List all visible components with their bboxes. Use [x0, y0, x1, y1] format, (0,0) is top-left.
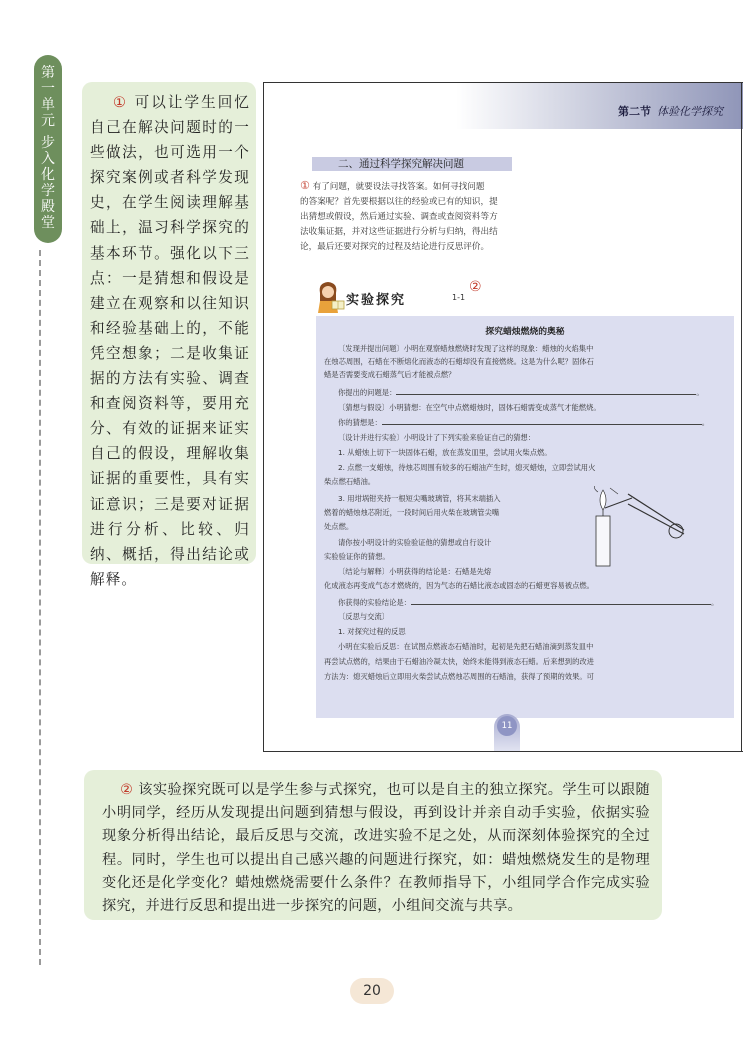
- unit-tab-char: 堂: [41, 215, 55, 231]
- experiment-line: 你提出的问题是： 。: [338, 388, 704, 397]
- note-text: 可以让学生回忆自己在解决问题时的一些做法，也可选用一个探究案例或者科学发现史，在学生阅读理解基础上，温习科学探究的基本环节。强化以下三点：一是猜想和假设是建立在观察和以往知识和经验基础上的，不能凭空想象；二是收集证据的方法有实验、调查和查阅资料等，要用充分、有效的证据来证实自己的假设，理解收集证据的重要性，具有实证意识；三是要对证据进行分析、比较、归纳、概括，得出结论或解释。: [90, 94, 250, 588]
- experiment-line: 柴点燃石蜡油。: [324, 477, 376, 486]
- explore-number: 1-1: [452, 293, 466, 302]
- note-text: 该实验探究既可以是学生参与式探究，也可以是自主的独立探究。学生可以跟随小明同学，经历从发现提出问题到猜想与假设，再到设计并亲自动手实验，依据实验现象分析得出结论，最后反思与交流，改进实验不足之处，从而深刻体验探究的全过程。同时，学生也可以提出自己感兴趣的问题进行探究，如：蜡烛燃烧发生的是物理变化还是化学变化？蜡烛燃烧需要什么条件？在教师指导下，小组同学合作完成实验探究，并进行反思和提出进一步探究的问题，小组间交流与共享。: [102, 782, 650, 915]
- experiment-line: 燃着的蜡烛烛芯附近，一段时间后用火柴在玻璃管尖嘴: [324, 508, 500, 517]
- section-line: 论，最后还要对探究的过程及结论进行反思评价。: [300, 242, 490, 253]
- textbook-page: [263, 82, 743, 752]
- teacher-note-left: [82, 82, 256, 588]
- section-line: 的答案呢？首先要根据以往的经验或已有的知识，提: [300, 197, 498, 208]
- unit-tab-char: 入: [41, 151, 55, 167]
- experiment-prompt: 你获得的实验结论是：: [338, 598, 411, 607]
- experiment-line: 化成液态再变成气态才燃烧的，因为气态的石蜡比液态或固态的石蜡更容易被点燃。: [324, 581, 594, 590]
- experiment-line: 〔猜想与假设〕小明猜想：在空气中点燃蜡烛时，固体石蜡需变成蒸气才能燃烧。: [338, 403, 601, 412]
- header-section: 第二节: [618, 105, 651, 118]
- unit-tab-char: 步: [41, 135, 55, 151]
- unit-tab-char: 学: [41, 183, 55, 199]
- experiment-line: 你获得的实验结论是： 。: [338, 598, 719, 607]
- experiment-title: 探究蜡烛燃烧的奥秘: [485, 327, 565, 337]
- experiment-line: 请你按小明设计的实验验证他的猜想或自行设计: [338, 538, 492, 547]
- section-line: 法收集证据，并对这些证据进行分析与归纳，得出结: [300, 227, 498, 238]
- explore-label: 实验探究: [346, 293, 407, 308]
- experiment-box: [316, 316, 734, 718]
- inner-page-number: 11: [497, 716, 517, 736]
- note-marker: ②: [120, 782, 134, 798]
- experiment-line: 方法为：熄灭蜡烛后立即用火柴尝试点燃烛芯周围的石蜡油，获得了预期的效果。可: [324, 672, 594, 681]
- header-topic: 体验化学探究: [657, 105, 723, 118]
- experiment-line: 3. 用坩埚钳夹持一根短尖嘴玻璃管，将其末端插入: [338, 494, 501, 503]
- unit-tab-char: 第: [41, 65, 55, 81]
- experiment-line: 1. 从蜡烛上切下一块固体石蜡，放在蒸发皿里，尝试用火柴点燃。: [338, 448, 552, 457]
- answer-blank: [382, 416, 702, 425]
- section-line: 有了问题，就要设法寻找答案。如何寻找问题: [312, 182, 485, 192]
- experiment-line: 〔发现并提出问题〕小明在观察蜡烛燃烧时发现了这样的现象：蜡烛的火焰集中: [338, 344, 594, 353]
- page-header-title: [618, 103, 723, 119]
- section-heading: 二、通过科学探究解决问题: [312, 157, 512, 171]
- experiment-prompt: 你的猜想是：: [338, 418, 382, 427]
- unit-tab-char: 单: [41, 97, 55, 113]
- experiment-line: 再尝试点燃的，结果由于石蜡油冷凝太快，始终未能得到液态石蜡。后来想到的改进: [324, 657, 594, 666]
- page-number: 20: [350, 978, 394, 1004]
- candle-apparatus-illustration: [584, 486, 694, 568]
- experiment-line: 小明在实验后反思：在试图点燃液态石蜡油时，起初是先把石蜡油滴到蒸发皿中: [338, 642, 594, 651]
- answer-blank: [396, 386, 696, 395]
- section-marker: ①: [300, 179, 310, 192]
- unit-tab: [34, 55, 62, 243]
- experiment-line: 你的猜想是： 。: [338, 418, 710, 427]
- section-paragraph: [300, 178, 600, 255]
- experiment-line: 〔设计并进行实验〕小明设计了下列实验来验证自己的猜想：: [338, 433, 536, 442]
- experiment-prompt: 你提出的问题是：: [338, 388, 397, 397]
- experiment-line: 1. 对探究过程的反思: [338, 627, 406, 636]
- experiment-line: 实验验证你的猜想。: [324, 552, 390, 561]
- explore-marker: ②: [469, 279, 482, 295]
- note-marker: ①: [112, 94, 129, 111]
- experiment-line: 在烛芯周围，石蜡在不断熔化而液态的石蜡却没有直接燃烧。这是为什么呢？固体石: [324, 357, 594, 366]
- experiment-line: 〔结论与解释〕小明获得的结论是：石蜡是先熔: [338, 567, 492, 576]
- section-line: 出猜想或假设，然后通过实验、调查或查阅资料等方: [300, 212, 498, 223]
- experiment-line: 2. 点燃一支蜡烛，待烛芯周围有较多的石蜡油产生时，熄灭蜡烛，立即尝试用火: [338, 463, 596, 472]
- teacher-note-bottom: [84, 770, 662, 920]
- page-frame-edge: [741, 82, 742, 752]
- unit-tab-char: 一: [41, 81, 55, 97]
- unit-tab-char: 元: [41, 113, 55, 129]
- answer-blank: [411, 596, 711, 605]
- student-reading-icon: [314, 279, 346, 315]
- unit-tab-char: 化: [41, 167, 55, 183]
- margin-dashed-line: [39, 250, 41, 965]
- unit-tab-char: 殿: [41, 199, 55, 215]
- experiment-line: 〔反思与交流〕: [338, 612, 390, 621]
- experiment-line: 蜡是否需要变成石蜡蒸气后才能被点燃？: [324, 370, 456, 379]
- experiment-line: 处点燃。: [324, 522, 354, 531]
